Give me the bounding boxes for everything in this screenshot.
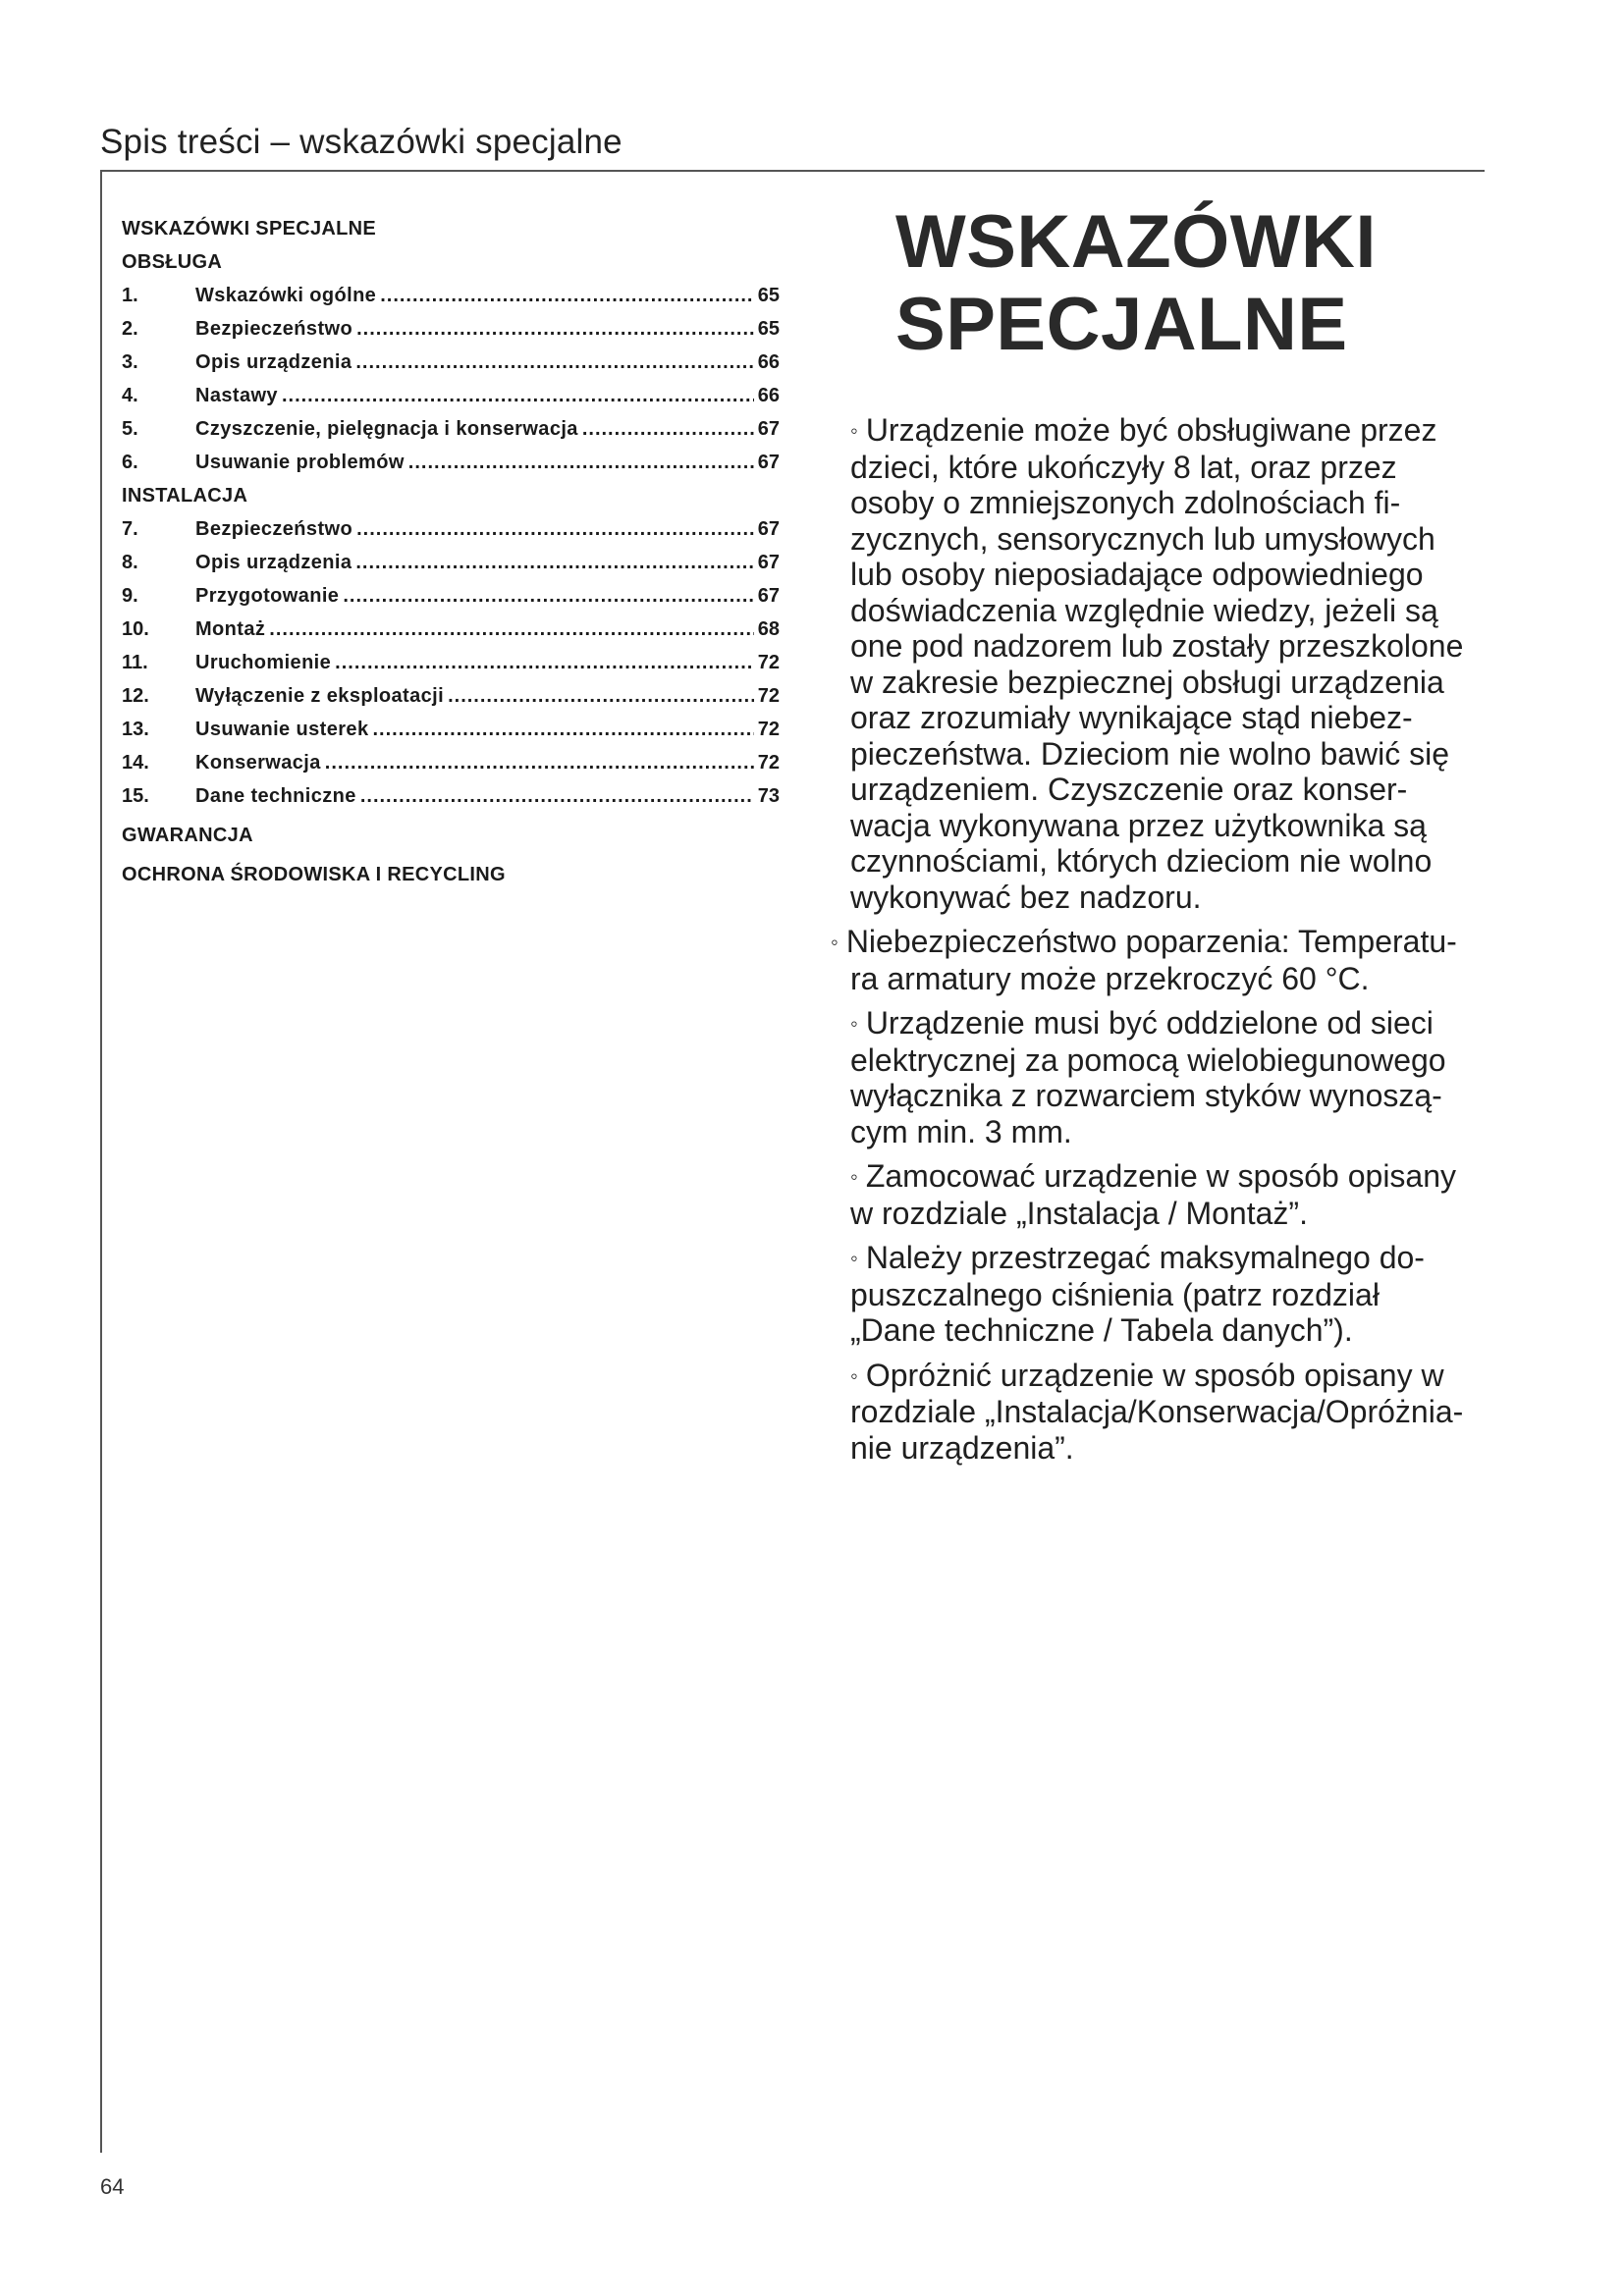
toc-leader-dots [380, 279, 754, 312]
toc-leader-dots [356, 512, 754, 546]
warning-line: wyłącznika z rozwarciem styków wynoszą- [850, 1078, 1442, 1113]
toc-top-heading: WSKAZÓWKI SPECJALNE [122, 218, 377, 240]
toc-item-page: 72 [757, 752, 780, 774]
toc-item-page: 72 [757, 652, 780, 673]
toc-item-page: 72 [757, 685, 780, 707]
toc-item[interactable] [122, 379, 780, 412]
toc-item-page: 67 [757, 585, 780, 607]
warning-line: oraz zrozumiały wynikające stąd niebez- [850, 700, 1413, 735]
main-title-line: SPECJALNE [895, 283, 1348, 366]
toc-item[interactable] [122, 746, 780, 779]
toc-item-page: 73 [757, 785, 780, 807]
toc-item-label: Dane techniczne [195, 785, 356, 807]
warning-line: ◦ Urządzenie może być obsługiwane przez [850, 412, 1437, 448]
page-number: 64 [100, 2174, 125, 2199]
toc-item[interactable] [122, 312, 780, 346]
toc-item-label: Usuwanie usterek [195, 719, 369, 740]
warning-line: wacja wykonywana przez użytkownika są [850, 807, 1427, 843]
toc-leader-dots [325, 746, 754, 779]
toc-item[interactable] [122, 613, 780, 646]
warning-line: w zakresie bezpiecznej obsługi urządzenia [850, 664, 1444, 700]
toc-item-label: Usuwanie problemów [195, 452, 405, 473]
toc-item-number: 12. [122, 685, 149, 707]
warning-line: rozdziale „Instalacja/Konserwacja/Opróżnia- [850, 1394, 1464, 1429]
toc-item-number: 3. [122, 351, 138, 373]
warning-line: w rozdziale „Instalacja / Montaż”. [850, 1195, 1308, 1231]
page-header-title: Spis treści – wskazówki specjalne [100, 123, 623, 161]
warnings-list [831, 412, 1489, 1474]
warning-line: elektrycznej za pomocą wielobiegunowego [850, 1041, 1446, 1078]
warning-line: dzieci, które ukończyły 8 lat, oraz przez [850, 449, 1397, 485]
warning-item [850, 1005, 1489, 1149]
toc-item-page: 66 [757, 385, 780, 406]
main-title-line: WSKAZÓWKI [895, 200, 1377, 284]
toc-item-label: Czyszczenie, pielęgnacja i konserwacja [195, 418, 578, 440]
toc-item-number: 7. [122, 518, 138, 540]
warning-line: ◦ Niebezpieczeństwo poparzenia: Temperatu- [831, 924, 1457, 959]
bullet-icon: ◦ [850, 1164, 858, 1189]
toc-item[interactable] [122, 546, 780, 579]
toc-warranty-heading[interactable]: GWARANCJA [122, 825, 253, 846]
toc-item-number: 1. [122, 285, 138, 306]
toc-leader-dots [372, 713, 753, 746]
warning-line: osoby o zmniejszonych zdolnościach fi- [850, 485, 1401, 520]
warning-line: czynnościami, których dzieciom nie wolno [850, 843, 1433, 879]
toc-item-page: 67 [757, 452, 780, 473]
page-header [100, 123, 1485, 162]
toc-item-label: Konserwacja [195, 752, 321, 774]
table-of-contents [122, 212, 780, 891]
warning-line: „Dane techniczne / Tabela danych”). [850, 1312, 1353, 1348]
toc-leader-dots [335, 646, 754, 679]
warning-line: puszczalnego ciśnienia (patrz rozdział [850, 1276, 1380, 1312]
toc-item-label: Przygotowanie [195, 585, 340, 607]
toc-item-label: Nastawy [195, 385, 278, 406]
toc-leader-dots [360, 779, 754, 813]
toc-item-label: Bezpieczeństwo [195, 518, 353, 540]
toc-item-number: 14. [122, 752, 149, 774]
toc-item-page: 65 [757, 318, 780, 340]
toc-section-heading: OBSŁUGA [122, 251, 223, 273]
bullet-icon: ◦ [831, 930, 839, 954]
bullet-icon: ◦ [850, 1011, 858, 1036]
toc-leader-dots [582, 412, 754, 446]
main-title [895, 201, 1485, 366]
toc-item[interactable] [122, 779, 780, 813]
toc-item-label: Bezpieczeństwo [195, 318, 353, 340]
toc-item-number: 2. [122, 318, 138, 340]
warning-line: ◦ Urządzenie musi być oddzielone od sieci [850, 1005, 1434, 1041]
warning-line: ra armatury może przekroczyć 60 °C. [850, 960, 1370, 996]
toc-item-number: 15. [122, 785, 149, 807]
warning-line: zycznych, sensorycznych lub umysłowych [850, 520, 1435, 557]
header-divider [100, 170, 1485, 172]
toc-item-page: 72 [757, 719, 780, 740]
toc-item[interactable] [122, 412, 780, 446]
bullet-icon: ◦ [850, 418, 858, 443]
warning-item [850, 1158, 1489, 1231]
toc-item-page: 65 [757, 285, 780, 306]
toc-item-number: 4. [122, 385, 138, 406]
toc-leader-dots [356, 312, 754, 346]
toc-item-number: 10. [122, 618, 149, 640]
toc-leader-dots [282, 379, 754, 412]
warning-item [831, 924, 1489, 996]
bullet-icon: ◦ [850, 1362, 858, 1388]
warning-line: urządzeniem. Czyszczenie oraz konser- [850, 772, 1408, 807]
toc-item[interactable] [122, 713, 780, 746]
toc-item-number: 11. [122, 652, 148, 673]
warning-item [850, 1358, 1489, 1467]
toc-item[interactable] [122, 646, 780, 679]
toc-item[interactable] [122, 279, 780, 312]
warning-line: nie urządzenia”. [850, 1429, 1074, 1466]
toc-item[interactable] [122, 579, 780, 613]
toc-item-page: 67 [757, 518, 780, 540]
left-margin-rule [100, 170, 102, 2153]
toc-leader-dots [355, 346, 753, 379]
toc-item-page: 66 [757, 351, 780, 373]
warning-line: doświadczenia względnie wiedzy, jeżeli są [850, 592, 1438, 628]
warning-item [850, 412, 1489, 915]
toc-item-number: 5. [122, 418, 138, 440]
toc-item-label: Wskazówki ogólne [195, 285, 377, 306]
toc-item-number: 8. [122, 552, 138, 573]
warning-line: wykonywać bez nadzoru. [850, 879, 1202, 915]
warning-line: lub osoby nieposiadające odpowiedniego [850, 557, 1424, 592]
toc-item-label: Uruchomienie [195, 652, 332, 673]
toc-item-number: 6. [122, 452, 138, 473]
toc-leader-dots [269, 613, 753, 646]
warning-line: one pod nadzorem lub zostały przeszkolone [850, 628, 1464, 664]
toc-section-heading: INSTALACJA [122, 485, 248, 507]
toc-item-page: 67 [757, 418, 780, 440]
warning-item [850, 1240, 1489, 1349]
toc-item-number: 9. [122, 585, 138, 607]
warning-line: pieczeństwa. Dzieciom nie wolno bawić się [850, 735, 1450, 772]
toc-item-label: Opis urządzenia [195, 351, 352, 373]
toc-item-number: 13. [122, 719, 149, 740]
warning-line: ◦ Zamocować urządzenie w sposób opisany [850, 1158, 1457, 1194]
toc-leader-dots [408, 446, 754, 479]
bullet-icon: ◦ [850, 1246, 858, 1270]
warning-line: ◦ Należy przestrzegać maksymalnego do- [850, 1240, 1425, 1275]
toc-item-page: 67 [757, 552, 780, 573]
toc-item-label: Opis urządzenia [195, 552, 352, 573]
toc-leader-dots [343, 579, 753, 613]
toc-leader-dots [355, 546, 753, 579]
toc-item-label: Wyłączenie z eksploatacji [195, 685, 445, 707]
toc-item-page: 68 [757, 618, 780, 640]
toc-item-label: Montaż [195, 618, 266, 640]
toc-item[interactable] [122, 346, 780, 379]
toc-item[interactable] [122, 446, 780, 479]
warning-line: ◦ Opróżnić urządzenie w sposób opisany w [850, 1357, 1444, 1393]
toc-item[interactable] [122, 679, 780, 713]
toc-environment-heading[interactable]: OCHRONA ŚRODOWISKA I RECYCLING [122, 864, 506, 885]
toc-item[interactable] [122, 512, 780, 546]
warning-line: cym min. 3 mm. [850, 1113, 1072, 1149]
toc-leader-dots [448, 679, 754, 713]
